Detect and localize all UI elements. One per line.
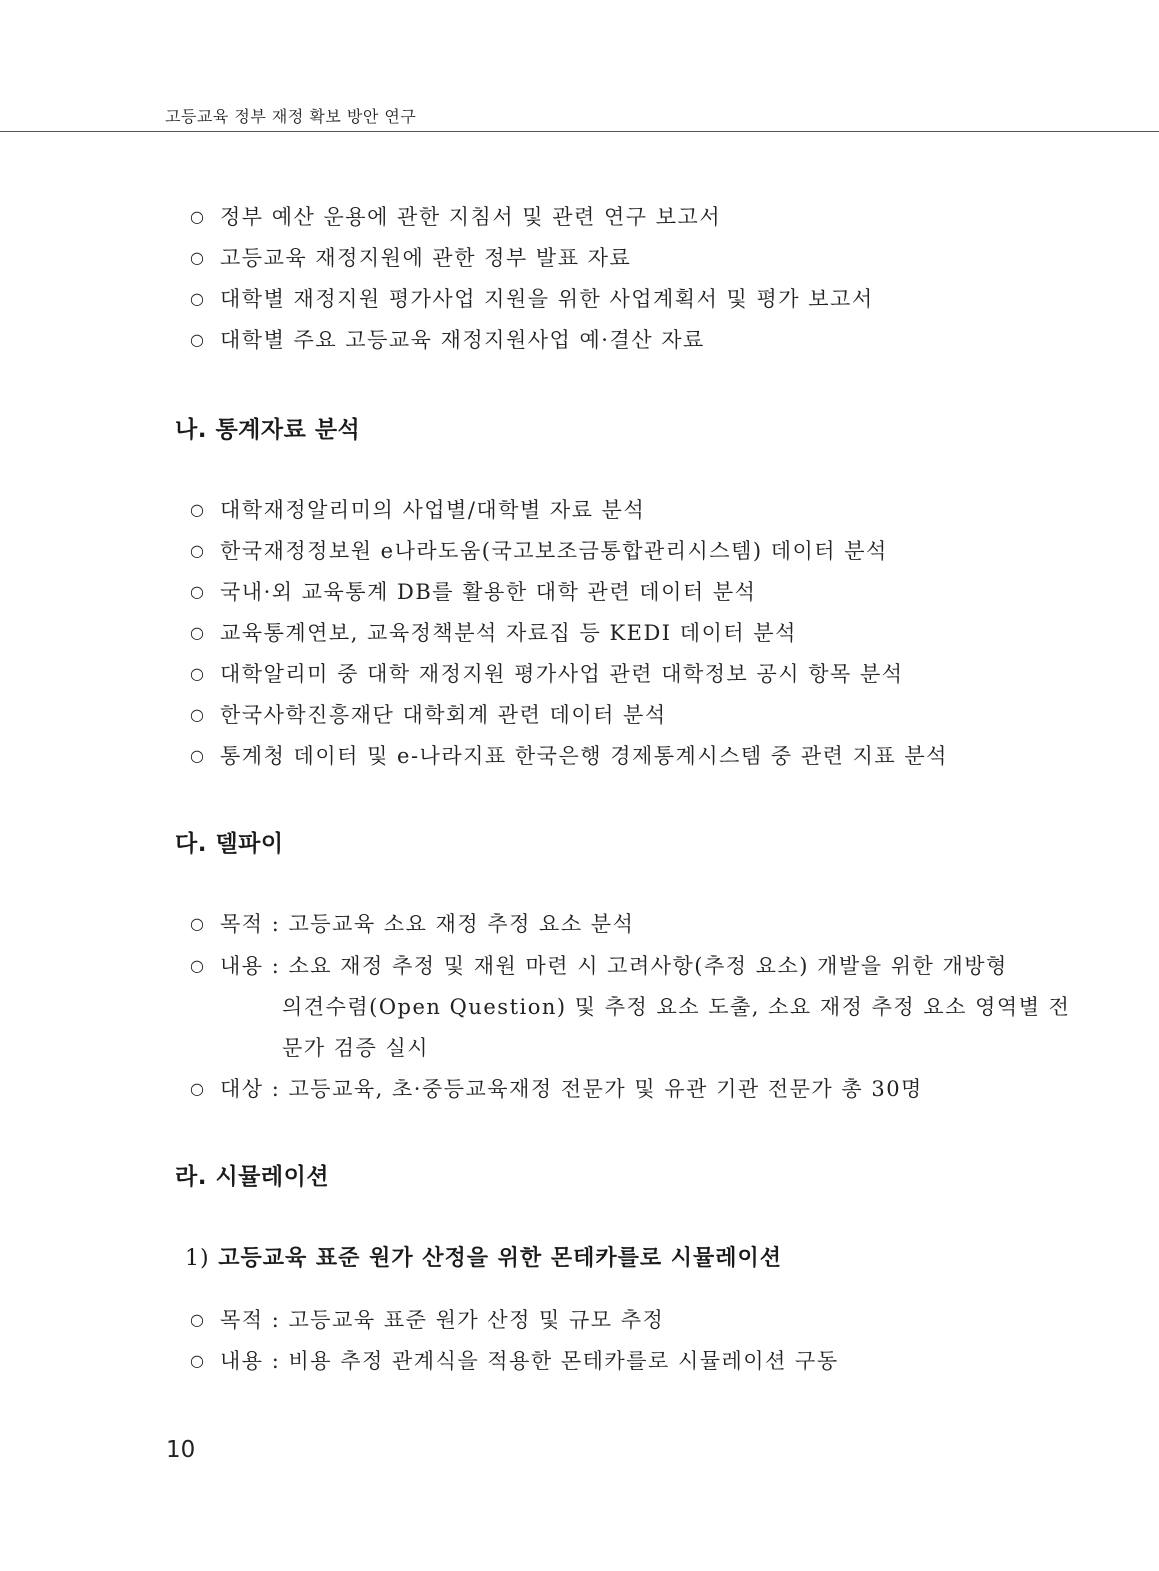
page-number: 10 <box>166 1437 196 1463</box>
bullet-marker: ○ <box>190 500 206 519</box>
list-item: ○ 한국사학진흥재단 대학회계 관련 데이터 분석 <box>190 694 667 736</box>
list-item: ○ 대학별 재정지원 평가사업 지원을 위한 사업계획서 및 평가 보고서 <box>190 278 874 320</box>
section-heading-delphi: 다. 델파이 <box>175 831 284 857</box>
list-item: ○ 고등교육 재정지원에 관한 정부 발표 자료 <box>190 237 631 279</box>
bullet-marker: ○ <box>190 746 206 765</box>
bullet-marker: ○ <box>190 541 206 560</box>
bullet-marker: ○ <box>190 914 206 933</box>
bullet-marker: ○ <box>190 582 206 601</box>
sub-heading-monte-carlo: 1) 고등교육 표준 원가 산정을 위한 몬테카를로 시뮬레이션 <box>185 1245 783 1271</box>
bullet-marker: ○ <box>190 207 206 226</box>
list-item-target: ○ 대상 : 고등교육, 초·중등교육재정 전문가 및 유관 기관 전문가 총 30명 <box>190 1068 923 1110</box>
list-item: ○ 교육통계연보, 교육정책분석 자료집 등 KEDI 데이터 분석 <box>190 612 797 654</box>
bullet-marker: ○ <box>190 289 206 308</box>
list-item: ○ 국내·외 교육통계 DB를 활용한 대학 관련 데이터 분석 <box>190 571 756 613</box>
bullet-marker: ○ <box>190 664 206 683</box>
bullet-marker: ○ <box>190 956 206 975</box>
list-item-purpose: ○ 목적 : 고등교육 소요 재정 추정 요소 분석 <box>190 903 634 945</box>
list-item: ○ 대학재정알리미의 사업별/대학별 자료 분석 <box>190 489 645 531</box>
section-heading-statistics: 나. 통계자료 분석 <box>175 417 361 443</box>
list-item-content: ○ 내용 : 소요 재정 추정 및 재원 마련 시 고려사항(추정 요소) 개발을 위한 개방형 의견수렴(Open Question) 및 추정 요소 도출, 소요 재정 추정 요소 영역별 전 문가 검증 실시 <box>190 945 1010 1069</box>
running-header: 고등교육 정부 재정 확보 방안 연구 <box>165 107 417 126</box>
bullet-marker: ○ <box>190 248 206 267</box>
list-item-purpose: ○ 목적 : 고등교육 표준 원가 산정 및 규모 추정 <box>190 1299 664 1341</box>
list-item: ○ 대학별 주요 고등교육 재정지원사업 예·결산 자료 <box>190 319 705 361</box>
bullet-marker: ○ <box>190 330 206 349</box>
section-heading-simulation: 라. 시뮬레이션 <box>175 1164 330 1190</box>
list-item: ○ 한국재정정보원 e나라도움(국고보조금통합관리시스템) 데이터 분석 <box>190 530 888 572</box>
list-item: ○ 통계청 데이터 및 e-나라지표 한국은행 경제통계시스템 중 관련 지표 분석 <box>190 735 948 777</box>
bullet-marker: ○ <box>190 1310 206 1329</box>
list-item-content: ○ 내용 : 비용 추정 관계식을 적용한 몬테카를로 시뮬레이션 구동 <box>190 1340 839 1382</box>
bullet-marker: ○ <box>190 705 206 724</box>
bullet-marker: ○ <box>190 1079 206 1098</box>
content-continuation: 의견수렴(Open Question) 및 추정 요소 도출, 소요 재정 추정 요소 영역별 전 <box>282 995 1071 1019</box>
bullet-marker: ○ <box>190 1351 206 1370</box>
content-continuation: 문가 검증 실시 <box>282 1036 430 1060</box>
bullet-marker: ○ <box>190 623 206 642</box>
list-item: ○ 대학알리미 중 대학 재정지원 평가사업 관련 대학정보 공시 항목 분석 <box>190 653 904 695</box>
header-rule <box>0 131 1159 132</box>
list-item: ○ 정부 예산 운용에 관한 지침서 및 관련 연구 보고서 <box>190 196 721 238</box>
